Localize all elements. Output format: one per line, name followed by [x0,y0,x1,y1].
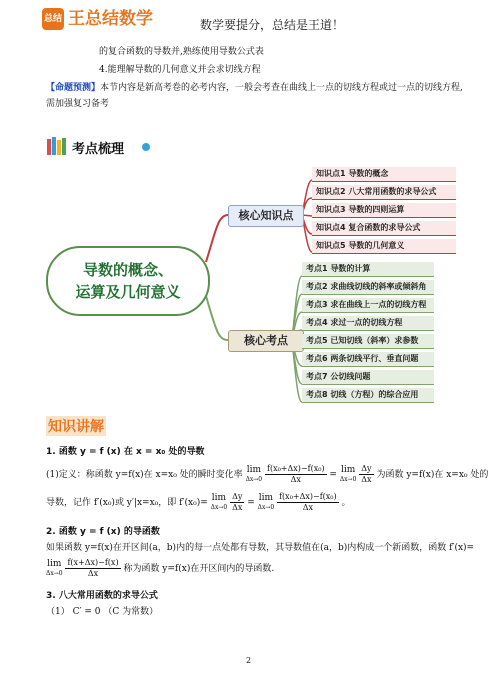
derivative-function-line-2 [46,558,274,579]
frac1-den: Δx [290,475,301,484]
mindmap-central-topic [46,246,210,316]
central-topic-label: 导数的概念、 运算及几何意义 [75,261,181,301]
point-item-7: 考点7 公切线问题 [302,370,434,385]
intro-line-2: 4.能理解导数的几何意义并会求切线方程 [99,65,261,75]
point-item-1: 考点1 导数的计算 [302,262,434,277]
prediction-text-2: 需加强复习备考 [46,99,110,109]
point-item-4: 考点4 求过一点的切线方程 [302,316,434,331]
heading-2: 2. 函数 y = f (x) 的导函数 [46,527,160,537]
lim-sub: Δx→0 [245,475,263,483]
fraction-4 [65,558,120,579]
equals-sign: = [329,470,337,480]
definition-text-b: 为函数 y=f(x)在 x=x₀ 处的 [376,470,489,480]
fraction-2 [359,464,373,485]
point-item-8: 考点8 切线（方程）的综合应用 [302,388,434,403]
lecture-title: 知识讲解 [46,416,106,436]
frac3-den: Δx [302,503,314,512]
limit-symbol-2 [340,465,357,485]
intro-line-1: 的复合函数的导数并,熟练使用导数公式表 [99,47,264,57]
definition-text-c: 导数，记作 f′(x₀)或 y′|x=x₀，即 f′(x₀)= [46,498,208,508]
derivative-function-line-1: 如果函数 y=f(x)在开区间(a，b)内的每一点处都有导数，其导数值在(a，b)内构成一个新函数，函数 f′(x)= [46,543,475,553]
frac2b-num: Δy [232,492,243,501]
lim-word-3: lim [211,492,227,503]
knowledge-item-2: 知识点2 八大常用函数的求导公式 [312,185,456,200]
logo-text: 王总结数学 [68,9,153,29]
lim-word-2: lim [340,464,356,475]
definition-line-1 [46,464,488,485]
knowledge-item-3: 知识点3 导数的四则运算 [312,203,456,218]
prediction-label: 【命题预测】 [46,83,101,93]
lim-sub-2: Δx→0 [339,475,357,483]
lim-sub-4: Δx→0 [257,503,275,511]
frac4-den: Δx [87,569,99,578]
knowledge-item-5: 知识点5 导数的几何意义 [312,239,456,254]
point-item-5: 考点5 已知切线（斜率）求参数 [302,334,434,349]
equals-sign-2: = [247,498,255,508]
lim-word-5: lim [47,558,62,569]
lim-word: lim [246,464,261,475]
formula-1: （1） C′ = 0 （C 为常数） [46,607,159,617]
frac3-num: f(x₀+Δx)−f(x₀) [279,492,337,501]
limit-symbol [246,465,263,485]
frac2b-den: Δx [232,503,243,512]
frac2-den: Δx [361,475,372,484]
frac1-num: f(x₀+Δx)−f(x₀) [267,464,325,473]
fraction-3 [277,492,339,513]
lim-word-4: lim [258,492,274,503]
heading-3: 3. 八大常用函数的求导公式 [46,591,158,601]
lim-sub-3: Δx→0 [210,503,228,511]
heading-1: 1. 函数 y = f (x) 在 x = x₀ 处的导数 [46,447,205,457]
section-title: 考点梳理 [72,142,125,157]
branch-core-points: 核心考点 [228,330,304,352]
knowledge-item-1: 知识点1 导数的概念 [312,167,456,182]
definition-line-2 [46,492,351,513]
limit-symbol-5 [46,559,63,579]
logo-badge: 总结 [42,8,64,30]
branch-core-knowledge: 核心知识点 [228,205,304,227]
lim-sub-5: Δx→0 [46,569,63,577]
fraction-2b [230,492,244,513]
sentence-end: 。 [341,498,351,508]
point-item-3: 考点3 求在曲线上一点的切线方程 [302,298,434,313]
knowledge-item-4: 知识点4 复合函数的求导公式 [312,221,456,236]
prediction-text: 本节内容是新高考卷的必考内容，一般会考查在曲线上一点的切线方程或过一点的切线方程, [100,83,463,93]
fraction-1 [265,464,327,485]
definition-text-a: (1)定义：称函数 y=f(x)在 x=x₀ 处的瞬时变化率 [46,470,243,480]
point-item-6: 考点6 两条切线平行、垂直问题 [302,352,434,367]
page-number: 2 [246,656,252,665]
frac4-num: f(x+Δx)−f(x) [67,558,119,567]
derivative-function-text: 称为函数 y=f(x)在开区间内的导函数. [123,564,275,574]
limit-symbol-4 [258,493,275,513]
limit-symbol-3 [211,493,228,513]
header-slogan: 数学要提分，总结是王道！ [200,18,345,32]
frac2-num: Δy [361,464,372,473]
point-item-2: 考点2 求曲线切线的斜率或倾斜角 [302,280,434,295]
